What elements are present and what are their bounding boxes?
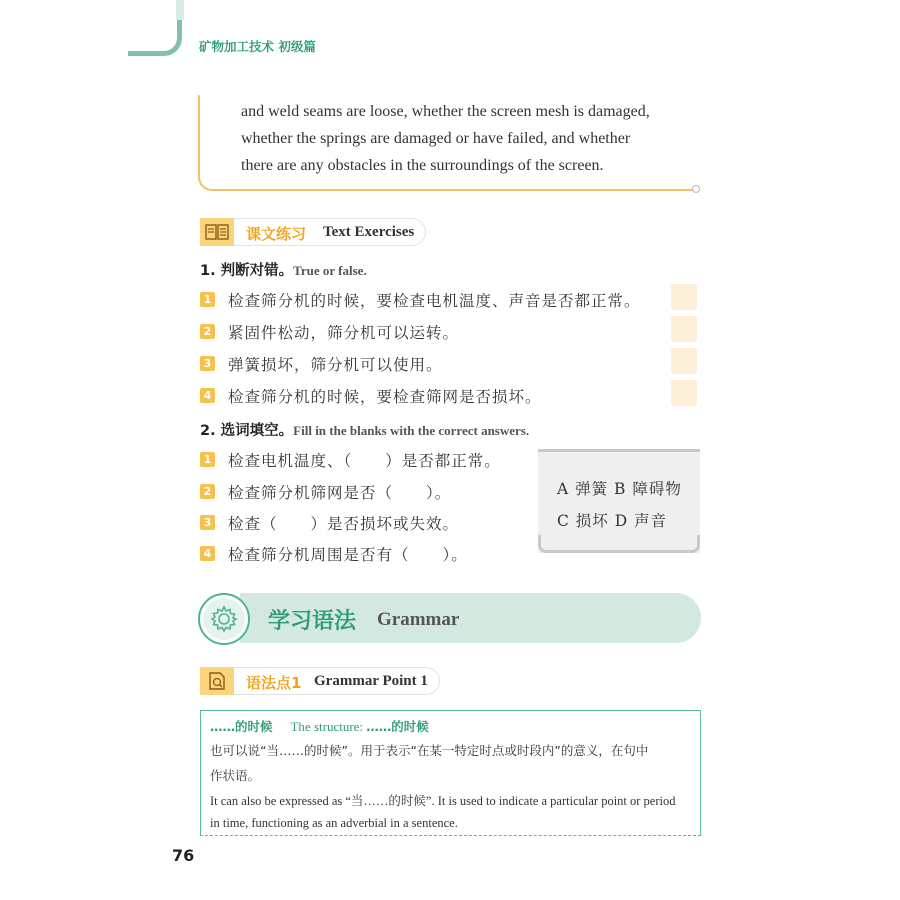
grammar-banner-title-en: Grammar [377, 609, 460, 630]
q1-item-1-text: 检查筛分机的时候，要检查电机温度、声音是否都正常。 [228, 292, 641, 310]
word-options-bracket [538, 535, 700, 553]
q1-item-3-text: 弹簧损坏，筛分机可以使用。 [228, 356, 443, 374]
q2-item-4-text: 检查筛分机周围是否有（ ）。 [228, 546, 468, 564]
q1-item-4-text: 检查筛分机的时候，要检查筛网是否损坏。 [228, 388, 542, 406]
exercises-section-tab [200, 218, 426, 246]
q1-item-3-number-badge: 3 [200, 356, 215, 371]
question-2-heading [200, 419, 529, 440]
question-2-title-cn: 选词填空。 [220, 423, 294, 439]
q1-item-2-answer-box[interactable] [671, 316, 697, 342]
gear-icon [198, 593, 250, 645]
q1-item-4-number-badge: 4 [200, 388, 215, 403]
q2-item-3-text: 检查（ ）是否损坏或失效。 [228, 515, 460, 533]
grammar-point-cn-line-2: 作状语。 [210, 768, 261, 783]
passage-frame-end-dot [692, 185, 700, 193]
question-1-title-en: True or false. [293, 263, 367, 278]
q1-item-2-text: 紧固件松动，筛分机可以运转。 [228, 324, 460, 342]
question-1-number: 1. [200, 263, 216, 279]
q1-item-2-number-badge: 2 [200, 324, 215, 339]
passage-line-1: and weld seams are loose, whether the screen mesh is damaged, [241, 103, 650, 120]
grammar-point-title-en-cn: ……的时候 [366, 719, 429, 734]
word-options-line-1: A 弹簧 B 障碍物 [557, 480, 682, 498]
passage-line-2: whether the springs are damaged or have failed, and whether [241, 130, 631, 147]
q1-item-1-answer-box[interactable] [671, 284, 697, 310]
question-1-title-cn: 判断对错。 [220, 263, 294, 279]
q2-item-4-number-badge: 4 [200, 546, 215, 561]
running-title: 矿物加工技术 初级篇 [199, 39, 316, 54]
grammar-banner-title-cn: 学习语法 [268, 609, 357, 634]
q2-item-1-text: 检查电机温度、（ ）是否都正常。 [228, 452, 501, 470]
q2-item-2-text: 检查筛分机筛网是否（ ）。 [228, 484, 452, 502]
exercises-tab-title-cn: 课文练习 [246, 225, 307, 243]
document-icon [200, 667, 234, 695]
word-options-top-rule [538, 449, 700, 452]
question-2-title-en: Fill in the blanks with the correct answers. [293, 423, 530, 438]
book-icon [200, 218, 234, 246]
passage-line-3: there are any obstacles in the surroundings of the screen. [241, 157, 604, 174]
header-corner-decoration [128, 0, 182, 56]
grammar-point-en-line-1: It can also be expressed as “当……的时候”. It is used to indicate a particular point or period [210, 794, 676, 808]
grammar-point-tab [200, 667, 440, 695]
grammar-point-tab-title-en: Grammar Point 1 [314, 673, 428, 689]
grammar-point-tab-title-cn: 语法点1 [246, 674, 302, 692]
grammar-point-title-cn: ……的时候 [210, 719, 273, 734]
q2-item-3-number-badge: 3 [200, 515, 215, 530]
exercises-tab-title-en: Text Exercises [323, 224, 415, 240]
word-options-line-2: C 损坏 D 声音 [557, 512, 668, 530]
question-2-number: 2. [200, 423, 216, 439]
q1-item-3-answer-box[interactable] [671, 348, 697, 374]
question-1-heading [200, 259, 367, 280]
grammar-point-title [210, 717, 429, 735]
page-number: 76 [172, 846, 195, 865]
grammar-point-cn-line-1: 也可以说“当……的时候”。用于表示“在某一特定时点或时段内”的意义，在句中 [210, 743, 649, 758]
q2-item-2-number-badge: 2 [200, 484, 215, 499]
header-corner-shade [176, 0, 184, 20]
q2-item-1-number-badge: 1 [200, 452, 215, 467]
grammar-point-title-en: The structure: [290, 719, 367, 734]
q1-item-1-number-badge: 1 [200, 292, 215, 307]
q1-item-4-answer-box[interactable] [671, 380, 697, 406]
grammar-point-en-line-2: in time, functioning as an adverbial in a sentence. [210, 816, 458, 830]
